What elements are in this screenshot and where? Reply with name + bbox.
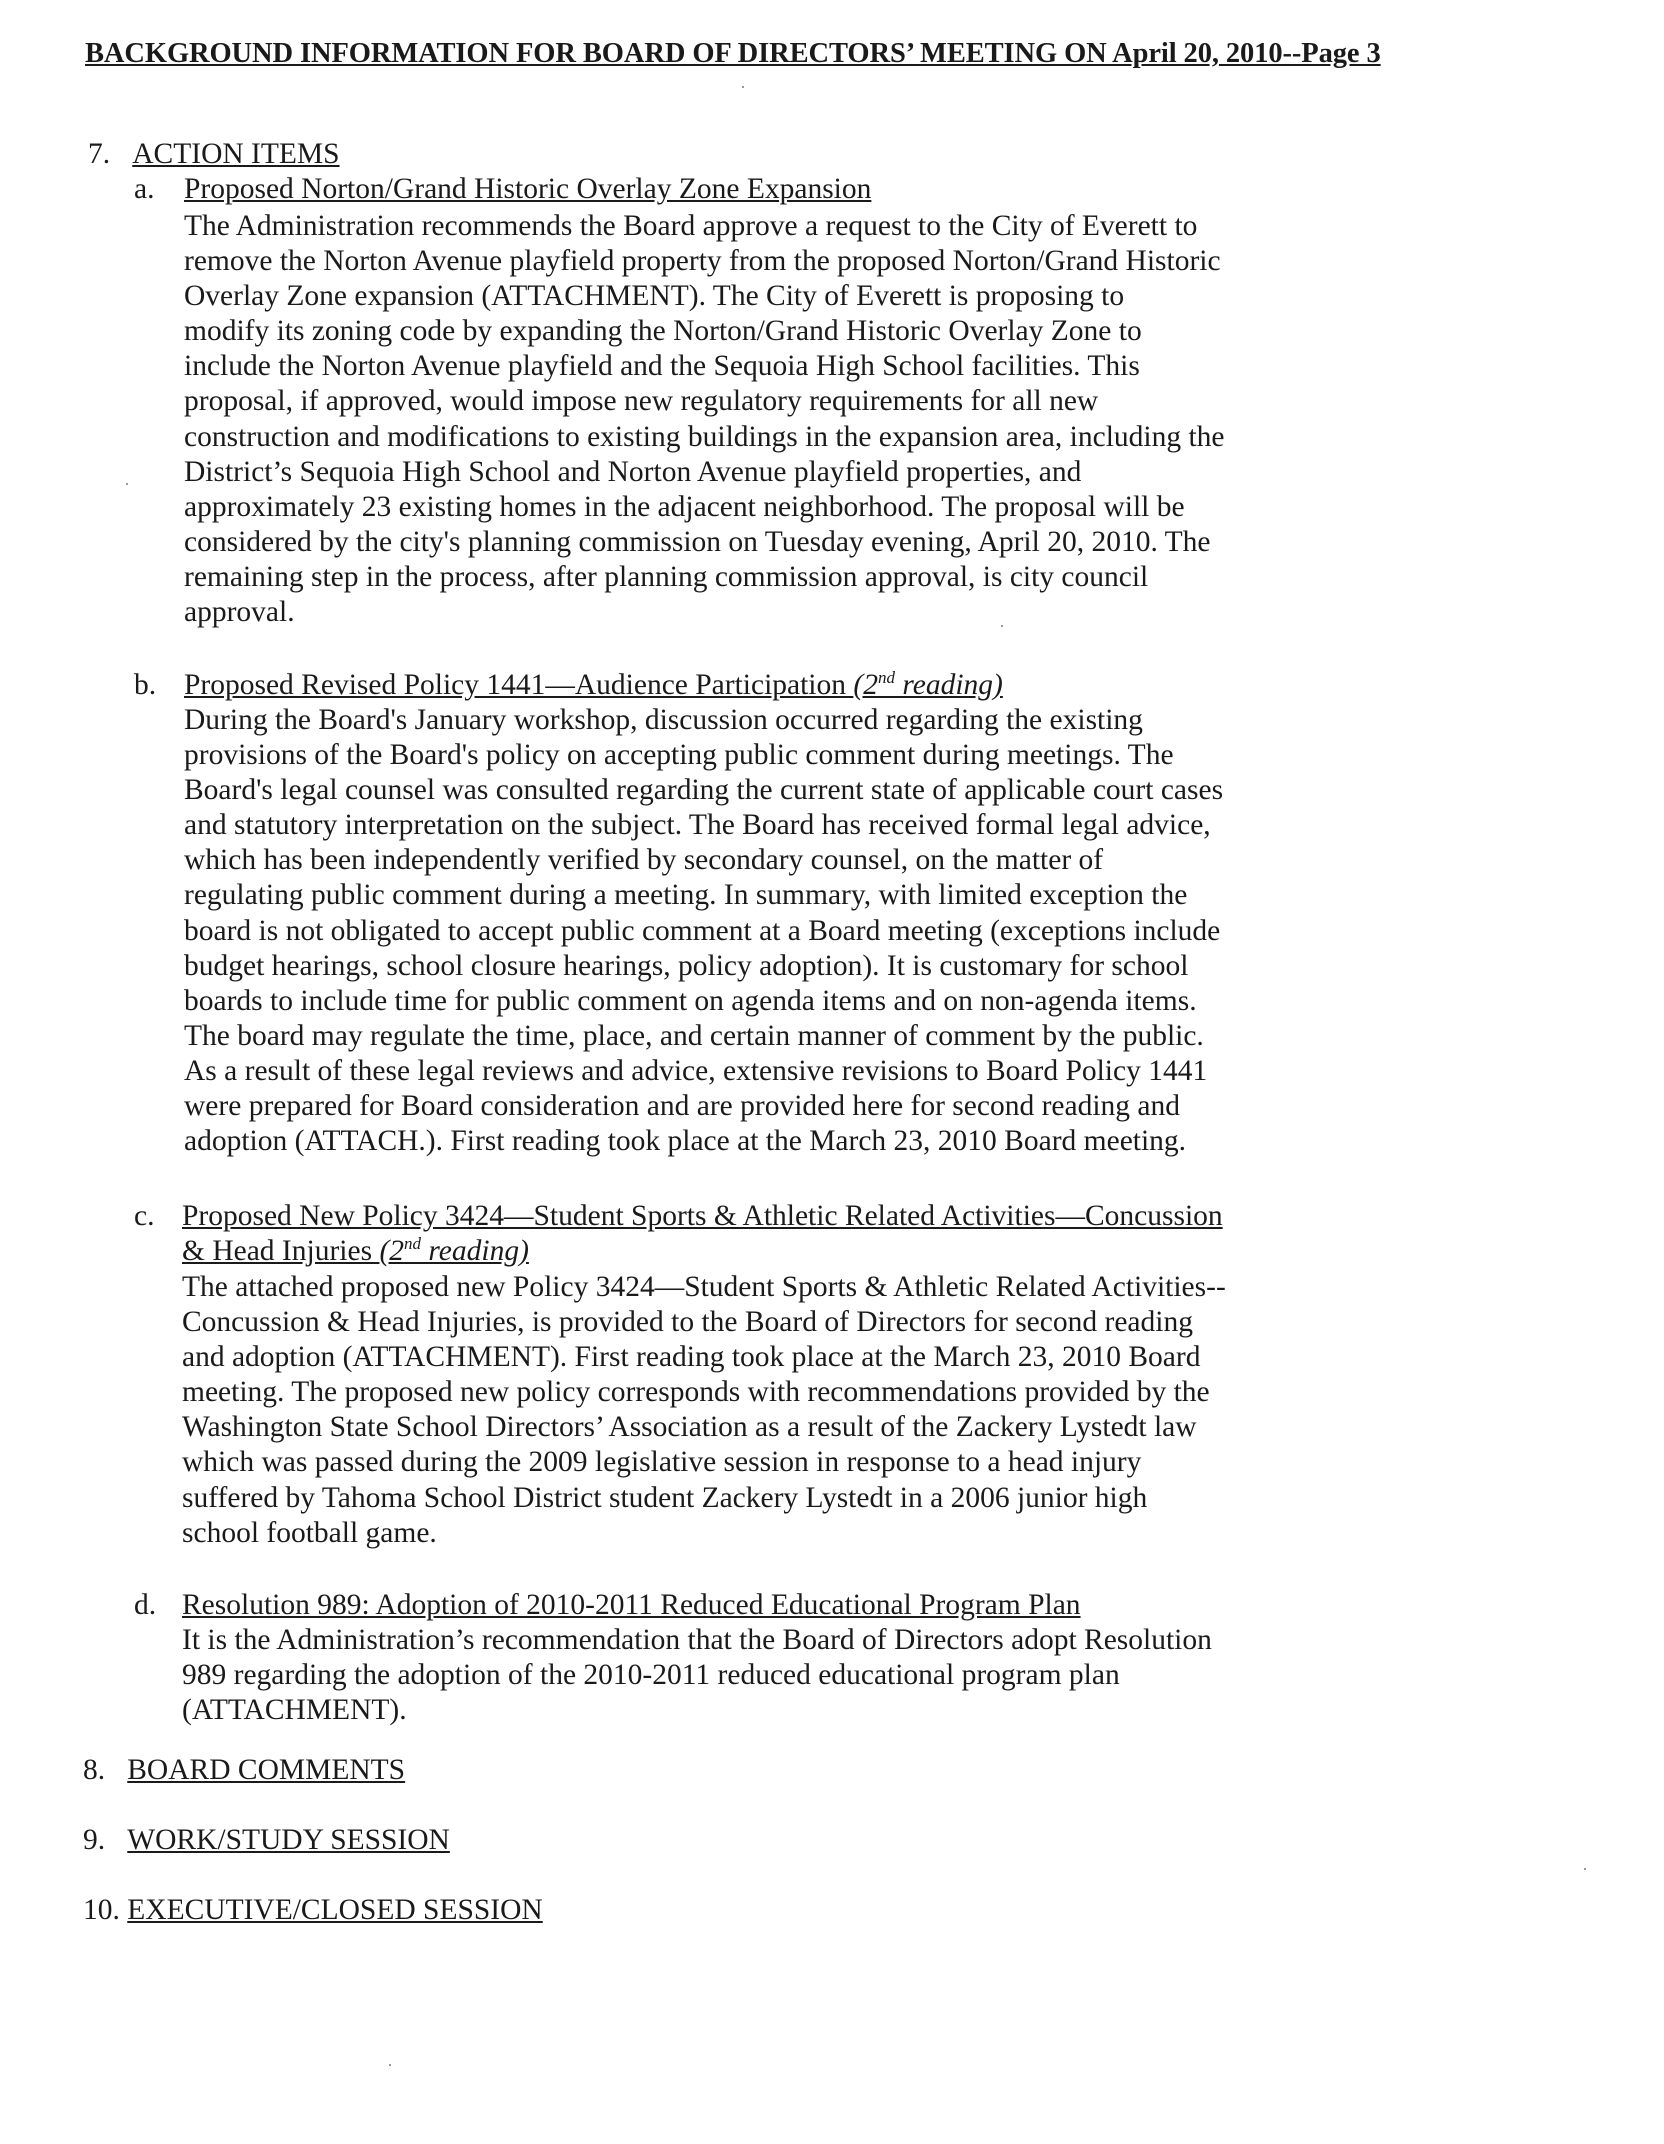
body-line: include the Norton Avenue playfield and the Sequoia High School facilities. This bbox=[184, 350, 1140, 383]
section-7-heading bbox=[88, 137, 340, 172]
body-line: During the Board's January workshop, discussion occurred regarding the existing bbox=[184, 704, 1143, 736]
item-b-title bbox=[184, 668, 1003, 703]
body-line: school football game. bbox=[182, 1516, 437, 1549]
body-line: As a result of these legal reviews and advice, extensive revisions to Board Policy 1441 bbox=[184, 1054, 1208, 1087]
reading-note bbox=[853, 669, 1002, 701]
body-line: construction and modifications to existing buildings in the expansion area, including the bbox=[184, 420, 1225, 453]
body-line: The Administration recommends the Board approve a request to the City of Everett to bbox=[184, 210, 1198, 242]
reading-note-pre: (2 bbox=[379, 1235, 405, 1267]
scan-speck bbox=[389, 2064, 391, 2066]
section-title: EXECUTIVE/CLOSED SESSION bbox=[127, 1894, 543, 1926]
body-line: approximately 23 existing homes in the adjacent neighborhood. The proposal will be bbox=[184, 490, 1185, 523]
body-line: It is the Administration’s recommendation that the Board of Directors adopt Resolution bbox=[182, 1624, 1212, 1656]
body-line: regulating public comment during a meeting. In summary, with limited exception the bbox=[184, 879, 1188, 912]
section-number: 7. bbox=[88, 138, 111, 170]
reading-note-post: reading) bbox=[421, 1235, 529, 1267]
body-line: Overlay Zone expansion (ATTACHMENT). The City of Everett is proposing to bbox=[184, 280, 1125, 313]
body-line: which was passed during the 2009 legislative session in response to a head injury bbox=[182, 1446, 1142, 1479]
reading-note-pre: (2 bbox=[853, 669, 878, 701]
item-a-letter: a. bbox=[134, 173, 155, 205]
section-number: 8. bbox=[83, 1754, 106, 1786]
title-text: Proposed Revised Policy 1441—Audience Participation bbox=[184, 669, 854, 701]
section-title: WORK/STUDY SESSION bbox=[127, 1824, 450, 1856]
item-a-title: Proposed Norton/Grand Historic Overlay Zone Expansion bbox=[184, 173, 872, 205]
item-d-letter: d. bbox=[134, 1589, 157, 1621]
scan-speck bbox=[742, 86, 744, 88]
section-number: 9. bbox=[83, 1824, 106, 1856]
body-line: boards to include time for public comment on agenda items and on non-agenda items. bbox=[184, 984, 1197, 1017]
body-line: District’s Sequoia High School and Norton Avenue playfield properties, and bbox=[184, 455, 1082, 488]
item-d-title: Resolution 989: Adoption of 2010-2011 Reduced Educational Program Plan bbox=[182, 1589, 1081, 1621]
title-text: & Head Injuries bbox=[182, 1235, 380, 1267]
item-c-title-line2 bbox=[182, 1234, 529, 1269]
section-title: ACTION ITEMS bbox=[132, 138, 340, 170]
body-line: and adoption (ATTACHMENT). First reading took place at the March 23, 2010 Board bbox=[182, 1341, 1201, 1374]
body-line: modify its zoning code by expanding the Norton/Grand Historic Overlay Zone to bbox=[184, 315, 1142, 348]
body-line: considered by the city's planning commission on Tuesday evening, April 20, 2010. The bbox=[184, 525, 1211, 558]
body-line: board is not obligated to accept public comment at a Board meeting (exceptions include bbox=[184, 914, 1221, 947]
item-c-title-line1: Proposed New Policy 3424—Student Sports & Athletic Related Activities—Concussion bbox=[182, 1200, 1223, 1232]
section-number: 10. bbox=[83, 1894, 120, 1926]
item-b-body bbox=[184, 703, 1223, 1159]
item-c-body bbox=[182, 1270, 1226, 1551]
body-line: which has been independently verified by secondary counsel, on the matter of bbox=[184, 844, 1104, 877]
body-line: provisions of the Board's policy on accepting public comment during meetings. The bbox=[184, 739, 1174, 772]
body-line: The board may regulate the time, place, and certain manner of comment by the public. bbox=[184, 1019, 1204, 1052]
body-line: (ATTACHMENT). bbox=[182, 1694, 407, 1727]
body-line: Washington State School Directors’ Association as a result of the Zackery Lystedt law bbox=[182, 1411, 1197, 1444]
section-9-heading bbox=[83, 1823, 450, 1858]
item-c-letter: c. bbox=[134, 1200, 155, 1232]
body-line: meeting. The proposed new policy corresponds with recommendations provided by the bbox=[182, 1376, 1210, 1409]
reading-note-sup: nd bbox=[404, 1234, 422, 1254]
scan-speck bbox=[1001, 625, 1003, 627]
body-line: approval. bbox=[184, 596, 295, 629]
body-line: Concussion & Head Injuries, is provided to the Board of Directors for second reading bbox=[182, 1306, 1193, 1339]
body-line: 989 regarding the adoption of the 2010-2011 reduced educational program plan bbox=[182, 1659, 1120, 1692]
body-line: remaining step in the process, after planning commission approval, is city council bbox=[184, 560, 1149, 593]
item-d-body bbox=[182, 1623, 1212, 1728]
body-line: remove the Norton Avenue playfield property from the proposed Norton/Grand Historic bbox=[184, 245, 1221, 278]
body-line: adoption (ATTACH.). First reading took place at the March 23, 2010 Board meeting. bbox=[184, 1125, 1187, 1158]
section-title: BOARD COMMENTS bbox=[127, 1754, 406, 1786]
body-line: suffered by Tahoma School District student Zackery Lystedt in a 2006 junior high bbox=[182, 1481, 1148, 1514]
body-line: budget hearings, school closure hearings, policy adoption). It is customary for school bbox=[184, 949, 1189, 982]
reading-note-post: reading) bbox=[894, 669, 1003, 701]
body-line: were prepared for Board consideration and are provided here for second reading and bbox=[184, 1090, 1180, 1123]
item-b-letter: b. bbox=[134, 669, 157, 701]
body-line: and statutory interpretation on the subject. The Board has received formal legal advice, bbox=[184, 809, 1211, 842]
reading-note bbox=[379, 1235, 528, 1267]
page-header: BACKGROUND INFORMATION FOR BOARD OF DIRECTORS’ MEETING ON April 20, 2010--Page 3 bbox=[85, 38, 1381, 69]
body-line: The attached proposed new Policy 3424—Student Sports & Athletic Related Activities-- bbox=[182, 1271, 1226, 1303]
item-a-body bbox=[184, 209, 1225, 630]
scan-speck bbox=[126, 483, 128, 485]
body-line: Board's legal counsel was consulted regarding the current state of applicable court cases bbox=[184, 774, 1224, 807]
section-10-heading bbox=[83, 1893, 543, 1928]
body-line: proposal, if approved, would impose new regulatory requirements for all new bbox=[184, 385, 1099, 418]
reading-note-sup: nd bbox=[877, 668, 895, 688]
scan-speck bbox=[1584, 1868, 1586, 1870]
section-8-heading bbox=[83, 1753, 405, 1788]
